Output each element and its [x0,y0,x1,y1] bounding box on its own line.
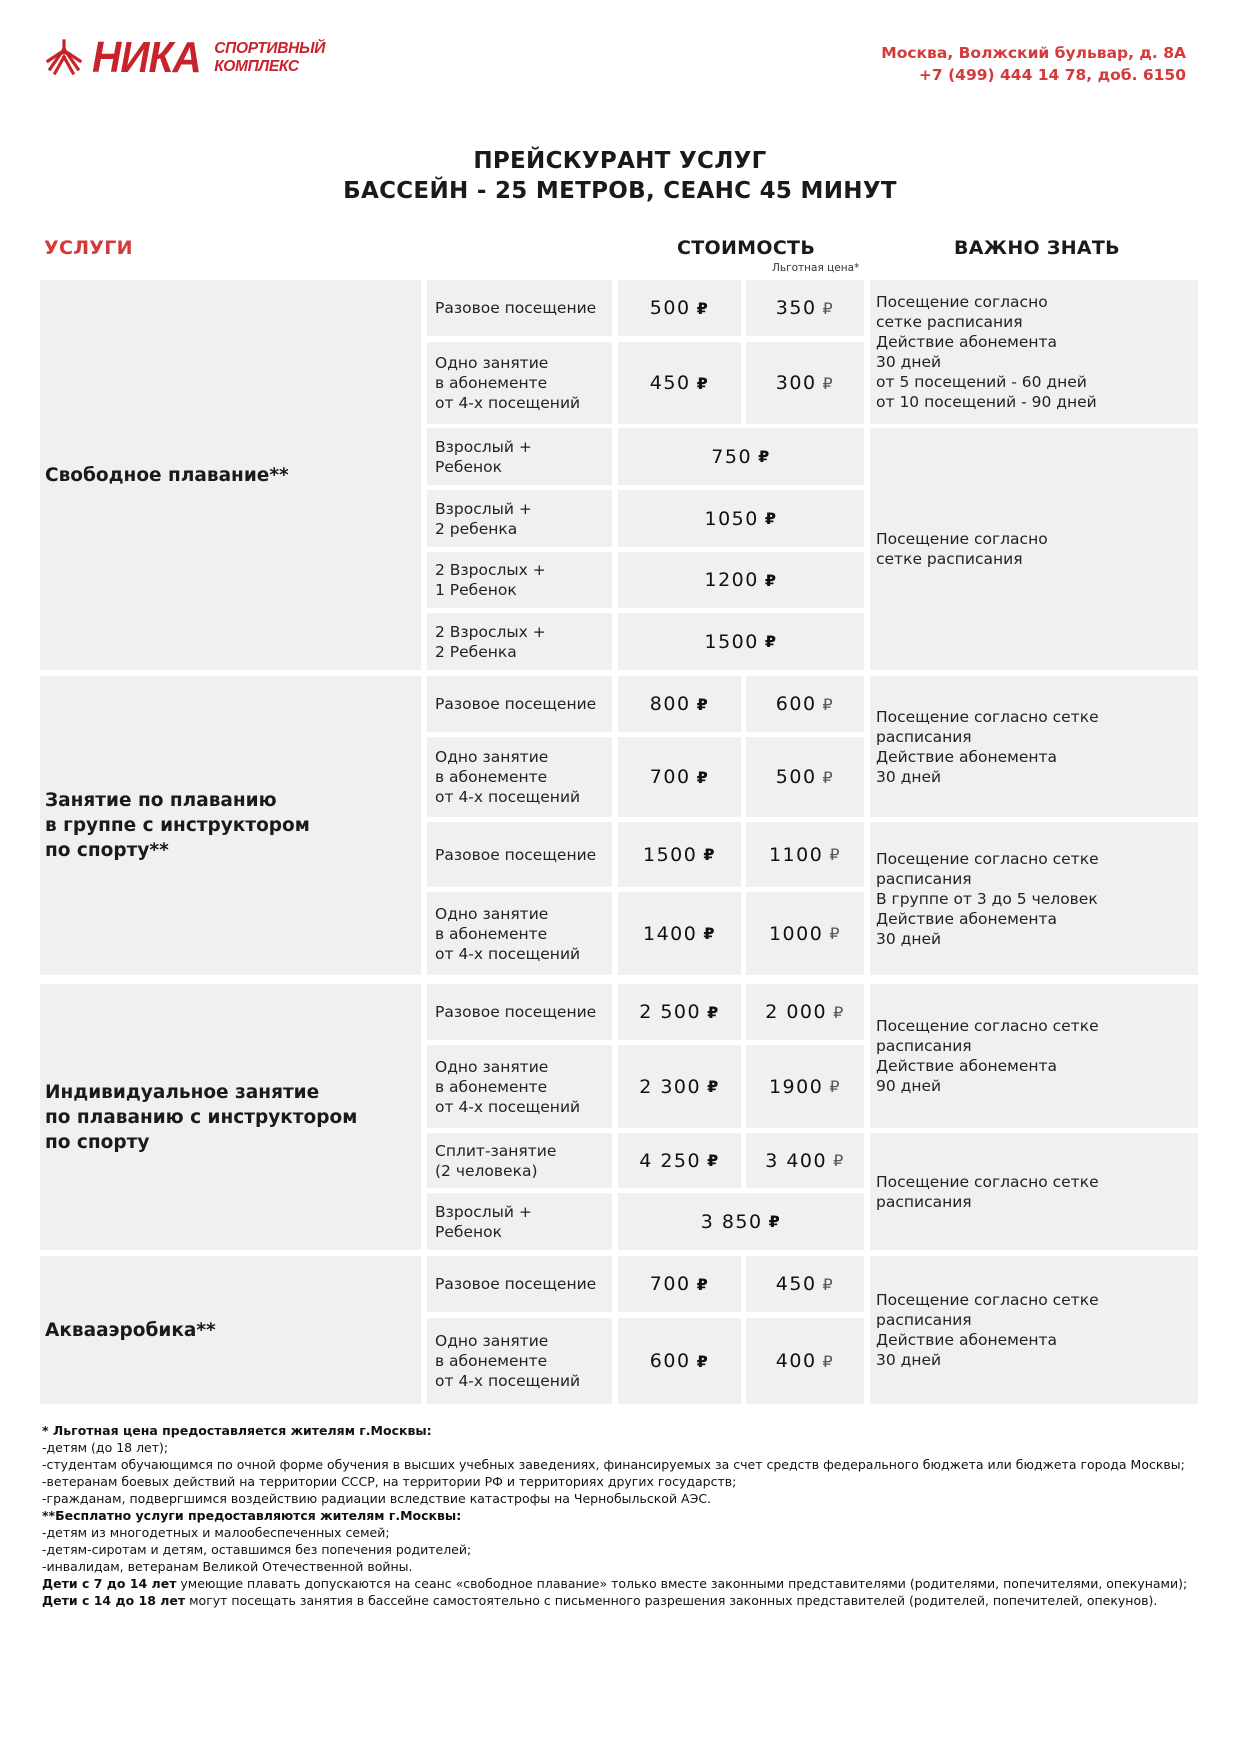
service-cell-text: Одно занятие в абонементе от 4-х посещений [435,354,581,412]
discount-price-cell [746,1256,864,1312]
service-cell [427,490,612,547]
price-value: 600 [649,1350,691,1372]
footnote-line: -инвалидам, ветеранам Великой Отечественной войны. [42,1559,413,1574]
price-value: 1500 [704,630,759,653]
service-cell-text: Одно занятие в абонементе от 4-х посещений [435,1332,581,1390]
discount-price-value: 400 [775,1350,817,1372]
category-cell-text: Индивидуальное занятие по плаванию с инструктором по спорту [45,1081,358,1153]
service-cell-text: Взрослый + 2 ребенка [435,499,532,538]
important-info-cell-text: Посещение согласно сетке расписания [876,1172,1099,1211]
service-cell-text: Взрослый + Ребенок [435,1202,532,1241]
brand-logo [44,33,326,82]
ruble-icon: ₽ [696,373,710,393]
ruble-icon: ₽ [764,570,778,590]
ruble-icon: ₽ [822,373,835,393]
discount-price-value: 450 [775,1273,817,1295]
footnote-line: -детям (до 18 лет); [42,1440,169,1455]
price-cell [618,822,741,887]
important-info-cell [870,1133,1198,1250]
ruble-icon: ₽ [696,694,710,714]
ruble-icon: ₽ [707,1002,720,1022]
discount-price-label: Льготная цена* [772,262,860,274]
ruble-icon: ₽ [768,1212,782,1231]
price-value: 1200 [704,569,759,591]
footnote-line: -детям-сиротам и детям, оставшимся без попечения родителей; [42,1542,472,1557]
discount-price-cell [746,676,864,732]
service-cell-text: Взрослый + Ребенок [435,437,532,476]
price-cell [618,428,864,485]
price-cell [618,342,741,424]
discount-price-cell [746,822,864,887]
important-info-cell-text: Посещение согласно сетке расписания Действие абонемента 30 дней от 5 посещений - 60 дней от 10 посещений - 90 дней [876,293,1097,411]
footnote-line: -гражданам, подвергшимся воздействию радиации вследствие катастрофы на Чернобыльской АЭС. [42,1491,712,1506]
service-cell-text: Сплит-занятие (2 человека) [435,1141,557,1180]
footnote-kids-7-14 [42,1575,1202,1592]
discount-price-cell [746,342,864,424]
ruble-icon: ₽ [703,845,716,864]
category-cell [40,280,421,670]
service-cell [427,1133,612,1188]
service-cell [427,737,612,817]
price-value: 3 850 [700,1210,763,1233]
column-header-important: ВАЖНО ЗНАТЬ [954,237,1120,259]
ruble-icon: ₽ [707,1151,720,1170]
discount-price-value: 500 [775,766,817,788]
price-cell [618,892,741,975]
footnote-line: -ветеранам боевых действий на территории СССР, на территории РФ и территориях других государств; [42,1474,737,1489]
category-cell-text: Аквааэробика** [45,1319,216,1341]
price-cell [618,676,741,732]
important-info-cell-text: Посещение согласно сетке расписания Действие абонемента 30 дней [876,1291,1099,1369]
ruble-icon: ₽ [764,509,778,528]
service-cell [427,1045,612,1128]
important-info-cell-text: Посещение согласно сетке расписания Действие абонемента 90 дней [876,1017,1099,1095]
service-cell [427,342,612,424]
ruble-icon: ₽ [822,298,835,318]
ruble-icon: ₽ [829,1077,842,1096]
important-info-cell-text: Посещение согласно сетке расписания Действие абонемента 30 дней [876,707,1099,786]
important-info-cell [870,428,1198,670]
price-value: 700 [649,1273,691,1295]
brand-subtitle-line: СПОРТИВНЫЙ [214,40,326,57]
ruble-icon: ₽ [696,1351,710,1371]
service-cell-text: 2 Взрослых + 1 Ребенок [435,561,546,599]
important-info-cell [870,676,1198,817]
ruble-icon: ₽ [822,694,835,714]
service-cell-text: Разовое посещение [435,845,597,864]
discount-price-value: 350 [775,297,817,319]
category-cell [40,984,421,1250]
ruble-icon: ₽ [829,924,842,943]
discount-price-value: 1000 [768,922,824,945]
category-cell-text: Занятие по плаванию в группе с инструктором по спорту** [45,790,310,861]
price-cell [618,1133,741,1188]
service-cell-text: Одно занятие в абонементе от 4-х посещений [435,748,581,806]
service-cell [427,892,612,975]
nika-emblem-icon [44,39,84,77]
discount-price-cell [746,984,864,1040]
service-cell-text: 2 Взрослых + 2 Ребенка [435,622,546,661]
category-cell [40,1256,421,1404]
discount-price-cell [746,1318,864,1404]
service-cell [427,552,612,608]
important-info-cell-text: Посещение согласно сетке расписания В группе от 3 до 5 человек Действие абонемента 30 дней [876,849,1099,948]
service-cell-text: Разовое посещение [435,695,597,713]
discount-price-value: 300 [775,372,817,394]
ruble-icon: ₽ [829,845,842,864]
ruble-icon: ₽ [696,767,710,787]
discount-price-value: 3 400 [765,1149,828,1172]
price-value: 700 [649,766,691,788]
price-value: 800 [649,693,691,715]
column-header-cost: СТОИМОСТЬ [677,237,816,259]
discount-price-cell [746,280,864,336]
important-info-cell [870,280,1198,424]
discount-price-cell [746,737,864,817]
price-cell [618,1045,741,1128]
price-value: 4 250 [639,1149,702,1172]
service-cell [427,280,612,336]
price-cell [618,552,864,608]
footnote-line: -студентам обучающимся по очной форме обучения в высших учебных заведениях, финансируемых за счет средств федерального бюджета или бюджета города Москвы; [42,1457,1185,1472]
footnote-kids-14-18 [42,1592,1202,1609]
contacts [881,42,1186,86]
footnote-line: -детям из многодетных и малообеспеченных семей; [42,1525,390,1540]
price-cell [618,613,864,670]
price-value: 2 500 [639,1001,702,1023]
footnote-bold: Дети с 7 до 14 лет [42,1576,177,1591]
important-info-cell-text: Посещение согласно сетке расписания [876,530,1048,568]
ruble-icon: ₽ [833,1151,845,1170]
service-cell-text: Одно занятие в абонементе от 4-х посещений [435,1057,581,1116]
price-value: 1500 [643,843,698,866]
service-cell [427,1193,612,1250]
service-cell [427,984,612,1040]
price-cell [618,1256,741,1312]
ruble-icon: ₽ [707,1077,720,1096]
service-cell [427,1256,612,1312]
price-value: 2 300 [639,1075,702,1098]
address: Москва, Волжский бульвар, д. 8А [881,44,1186,62]
price-cell [618,984,741,1040]
footnote-text: могут посещать занятия в бассейне самостоятельно с письменного разрешения законных представителей (родителей, попечителей, опекунов). [185,1593,1158,1608]
category-cell [40,676,421,975]
price-cell [618,490,864,547]
page-title-line: БАССЕЙН - 25 МЕТРОВ, СЕАНС 45 МИНУТ [343,178,897,204]
discount-price-value: 600 [775,693,817,715]
footnote-bold: Дети с 14 до 18 лет [42,1593,186,1608]
discount-price-value: 1100 [768,843,824,866]
price-cell [618,1193,864,1250]
important-info-cell [870,1256,1198,1404]
service-cell-text: Разовое посещение [435,1003,597,1021]
ruble-icon: ₽ [758,447,771,466]
service-cell [427,676,612,732]
ruble-icon: ₽ [822,1351,835,1371]
price-value: 750 [711,445,753,468]
price-cell [618,1318,741,1404]
page-title [0,146,1240,206]
price-value: 1050 [704,507,759,530]
service-cell-text: Одно занятие в абонементе от 4-х посещений [435,904,581,963]
discount-price-cell [746,1045,864,1128]
ruble-icon: ₽ [696,298,710,318]
column-header-services: УСЛУГИ [44,237,133,259]
ruble-icon: ₽ [764,632,778,651]
important-info-cell [870,822,1198,975]
brand-subtitle-line: КОМПЛЕКС [214,58,299,75]
ruble-icon: ₽ [822,1274,835,1294]
price-value: 500 [649,297,691,319]
price-value: 450 [649,372,691,394]
brand-subtitle [214,40,325,76]
price-cell [618,280,741,336]
ruble-icon: ₽ [833,1002,845,1022]
important-info-cell [870,984,1198,1128]
footnotes [42,1422,1202,1609]
category-cell-text: Свободное плавание** [45,464,289,486]
price-cell [618,737,741,817]
price-value: 1400 [643,922,698,945]
discount-price-value: 1900 [768,1075,824,1098]
service-cell [427,1318,612,1404]
ruble-icon: ₽ [696,1274,710,1294]
service-cell [427,822,612,887]
free-note-heading: **Бесплатно услуги предоставляются жителям г.Москвы: [42,1508,462,1523]
discount-note-heading: * Льготная цена предоставляется жителям г.Москвы: [42,1423,432,1438]
service-cell [427,428,612,485]
service-cell-text: Разовое посещение [435,299,597,317]
ruble-icon: ₽ [703,924,716,943]
page-title-line: ПРЕЙСКУРАНТ УСЛУГ [473,148,767,174]
discount-price-cell [746,892,864,975]
ruble-icon: ₽ [822,767,835,787]
discount-price-cell [746,1133,864,1188]
service-cell [427,613,612,670]
footnote-text: умеющие плавать допускаются на сеанс «свободное плавание» только вместе законными представителями (родителями, попечителями, опекунами); [176,1576,1188,1591]
brand-name: НИКА [92,33,201,82]
discount-price-value: 2 000 [765,1001,828,1023]
phone: +7 (499) 444 14 78, доб. 6150 [918,66,1186,84]
service-cell-text: Разовое посещение [435,1275,597,1293]
